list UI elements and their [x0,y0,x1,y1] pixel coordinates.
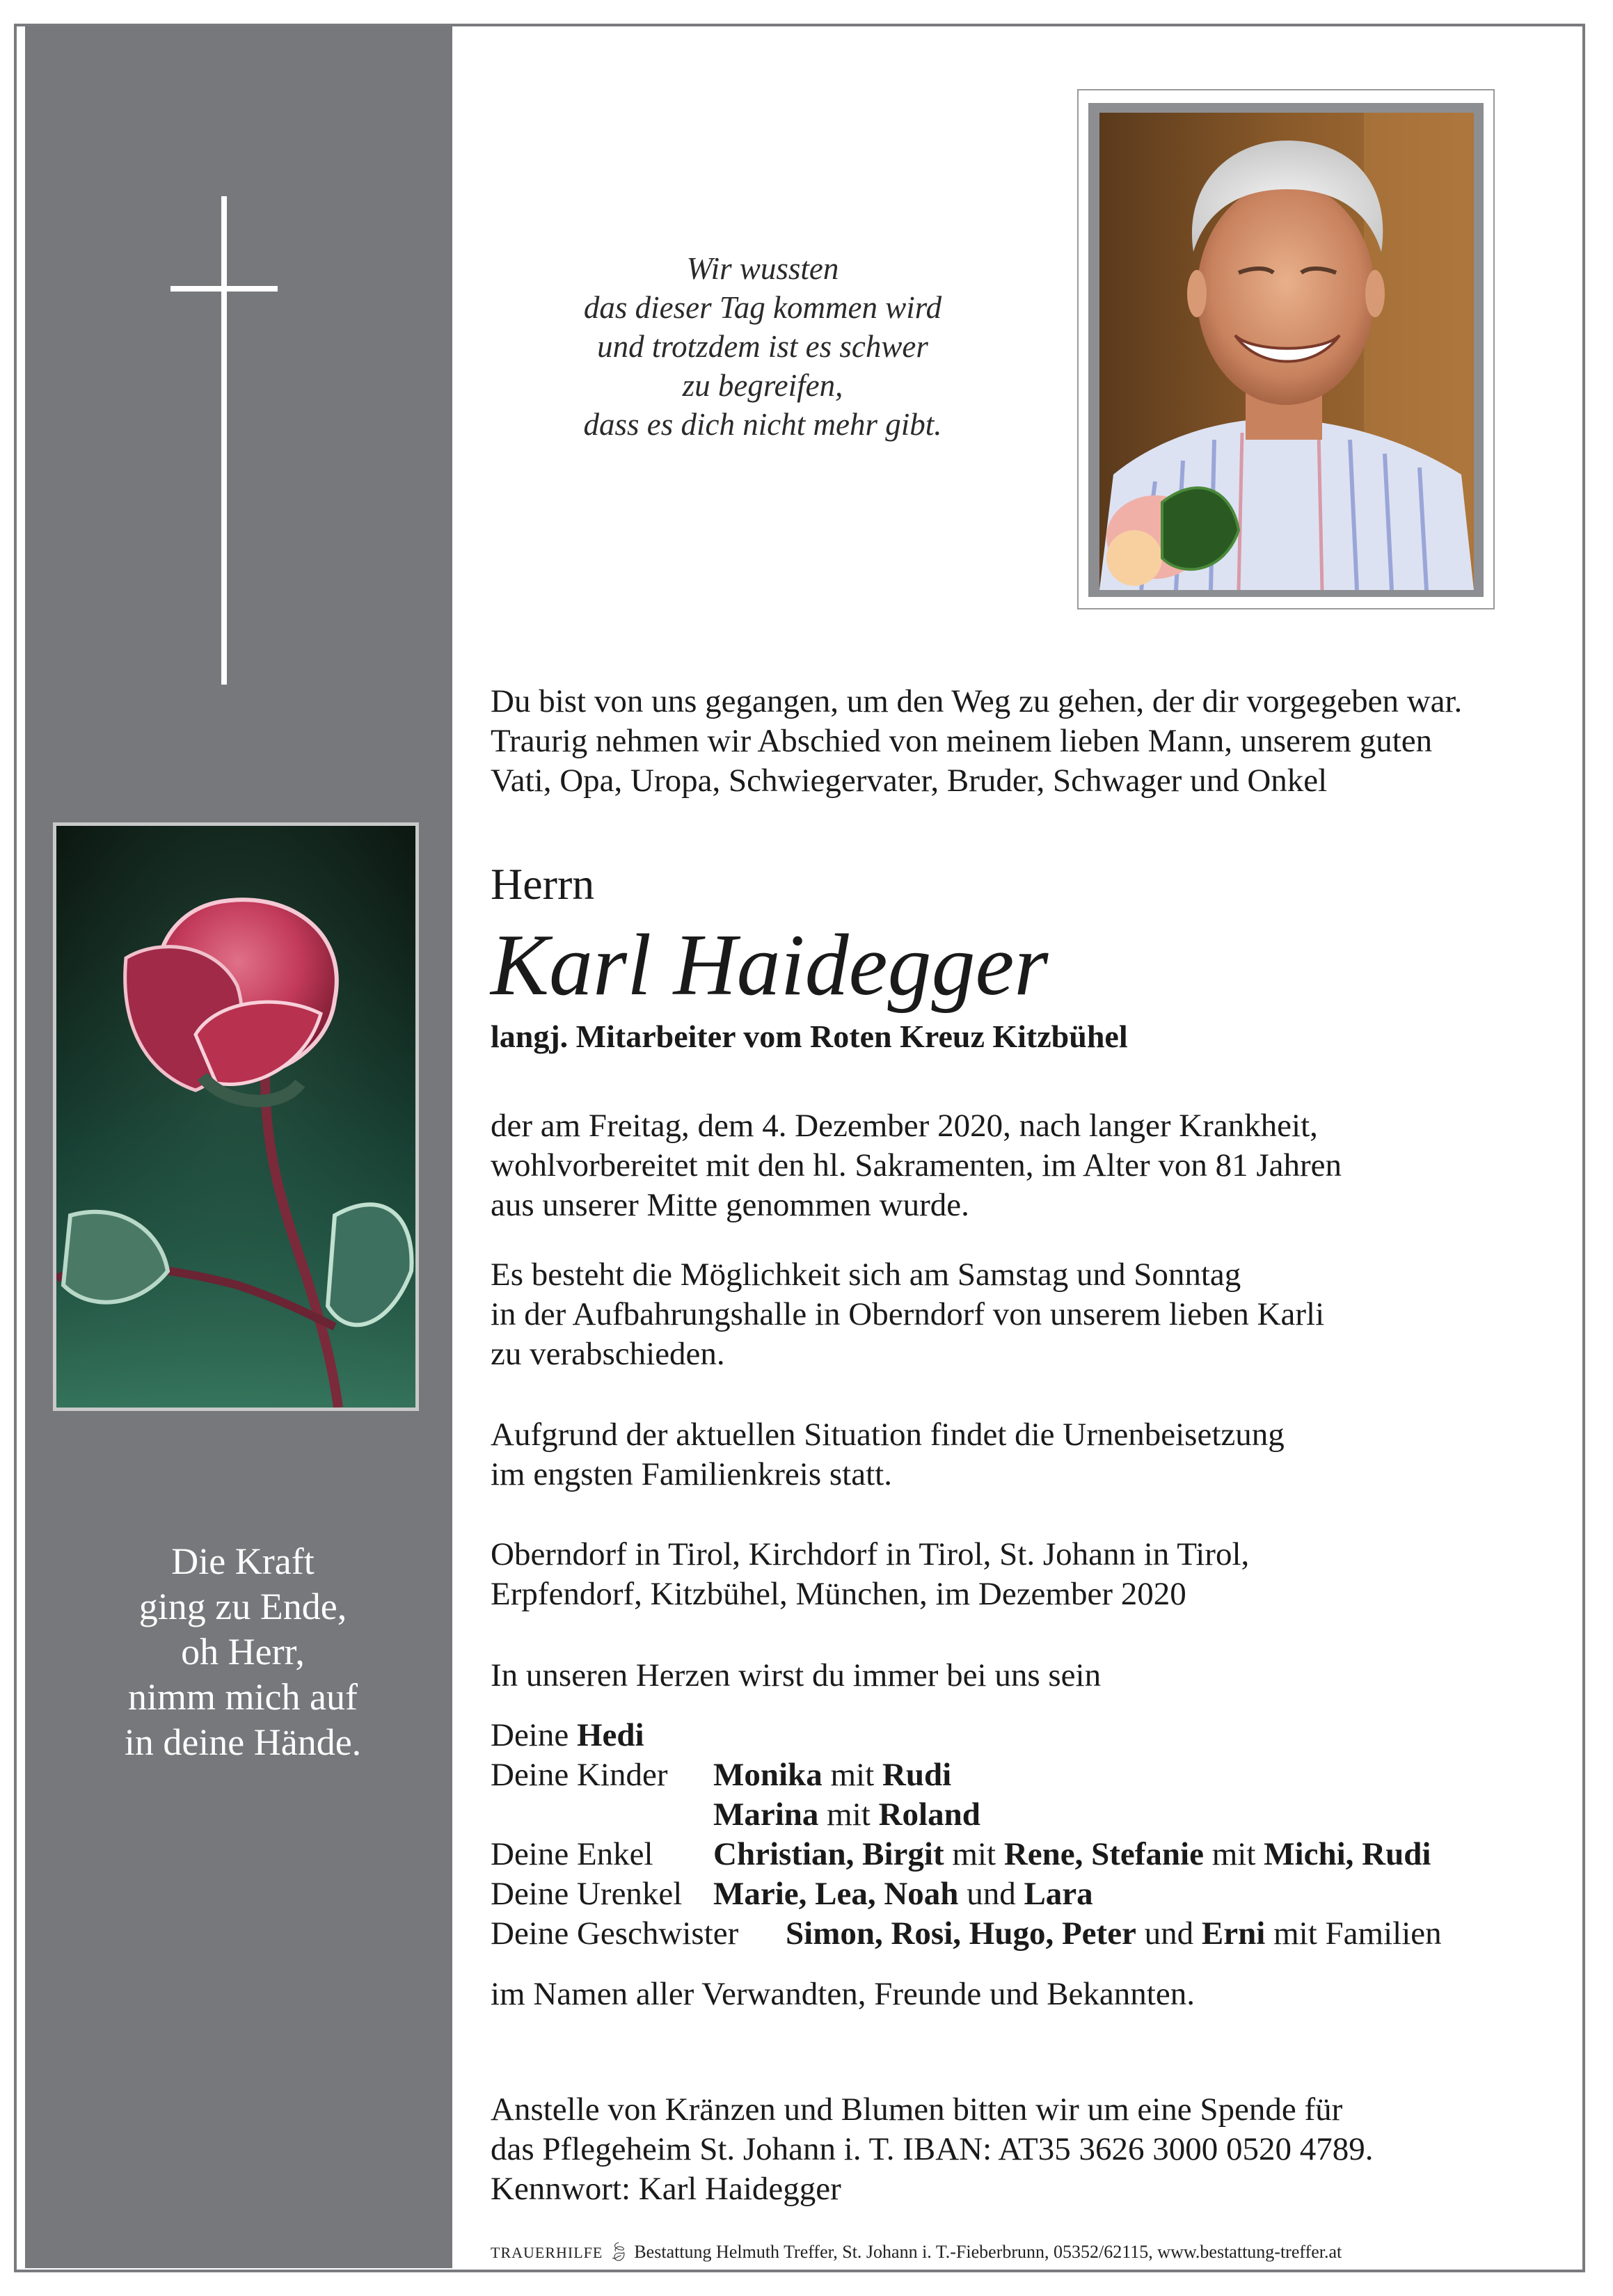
family-name: Rudi [882,1757,952,1793]
family-row-grandchildren: Deine Enkel Christian, Birgit mit Rene, Stefanie mit Michi, Rudi [491,1835,1195,1874]
sidebar-verse-line: oh Herr, [181,1631,305,1673]
family-label: Deine Geschwister [491,1915,739,1952]
death-notice [491,1106,1342,1225]
burial-line: Aufgrund der aktuellen Situation findet die Urnenbeisetzung [491,1417,1285,1453]
family-name: Rene, Stefanie [1003,1836,1204,1872]
death-notice-line: wohlvorbereitet mit den hl. Sakramenten, im Alter von 81 Jahren [491,1147,1342,1183]
family-name: Simon, Rosi, Hugo, Peter [786,1915,1136,1952]
burial-paragraph [491,1415,1285,1494]
family-name: Michi, Rudi [1264,1836,1431,1872]
family-name: Monika [713,1757,823,1793]
family-label: Deine Enkel [491,1836,653,1872]
portrait-illustration [1099,113,1474,590]
donation-line: Kennwort: Karl Haidegger [491,2171,841,2207]
burial-line: im engsten Familienkreis statt. [491,1456,892,1492]
rose-image [53,822,419,1411]
family-label: Deine Urenkel [491,1876,683,1912]
intro-paragraph [491,682,1462,801]
family-name: Christian, Birgit [713,1836,944,1872]
sidebar-verse-line: nimm mich auf [128,1676,358,1718]
family-row-siblings: Deine Geschwister Simon, Rosi, Hugo, Peter und Erni mit Familien [491,1914,1195,1954]
top-verse-line: dass es dich nicht mehr gibt. [583,407,942,442]
top-verse-line: Wir wussten [686,251,839,286]
family-label: Deine [491,1717,569,1753]
top-verse [498,249,1027,444]
farewell-line: Es besteht die Möglichkeit sich am Samstag und Sonntag [491,1257,1241,1293]
places-line: Oberndorf in Tirol, Kirchdorf in Tirol, St. Johann in Tirol, [491,1536,1250,1572]
deceased-subtitle: langj. Mitarbeiter vom Roten Kreuz Kitzbühel [491,1019,1128,1054]
footer-brand: TRAUERHILFE [491,2244,603,2261]
family-name: Erni [1201,1915,1266,1952]
sidebar-verse-line: in deine Hände. [124,1721,362,1763]
footer-text: Bestattung Helmuth Treffer, St. Johann i. T.-Fieberbrunn, 05352/62115, www.bestattung-treffer.at [634,2242,1342,2262]
family-list [491,1716,1442,2014]
places-line: Erpfendorf, Kitzbühel, München, im Dezember 2020 [491,1576,1186,1612]
top-verse-line: das dieser Tag kommen wird [583,290,942,325]
family-name: Roland [878,1796,980,1833]
intro-line: Du bist von uns gegangen, um den Weg zu gehen, der dir vorgegeben war. [491,683,1463,719]
donation-paragraph [491,2090,1374,2209]
donation-line: das Pflegeheim St. Johann i. T. IBAN: AT35 3626 3000 0520 4789. [491,2131,1374,2167]
deceased-name: Karl Haidegger [491,917,1049,1014]
death-notice-line: aus unserer Mitte genommen wurde. [491,1187,969,1223]
relatives-line: im Namen aller Verwandten, Freunde und Bekannten. [491,1976,1195,2012]
top-verse-line: zu begreifen, [682,368,843,403]
farewell-line: in der Aufbahrungshalle in Oberndorf von unserem lieben Karli [491,1296,1325,1332]
sidebar-verse-line: ging zu Ende, [138,1586,347,1627]
family-label: Deine Kinder [491,1757,668,1793]
family-row-children-2: Marina mit Roland [713,1796,980,1833]
family-name: Lara [1024,1876,1093,1912]
cross-icon-vertical [221,196,227,685]
family-name: Marina [713,1796,819,1833]
death-notice-line: der am Freitag, dem 4. Dezember 2020, nach langer Krankheit, [491,1108,1318,1144]
leaf-icon: 🍃︎ [607,2242,630,2262]
family-row-children: Deine Kinder Monika mit Rudi [491,1755,1195,1795]
rose-illustration [56,826,415,1408]
sidebar-verse-line: Die Kraft [171,1540,315,1582]
farewell-line: zu verabschieden. [491,1336,725,1372]
places-paragraph [491,1535,1249,1614]
sidebar-verse [50,1539,436,1765]
intro-line: Vati, Opa, Uropa, Schwiegervater, Bruder, Schwager und Onkel [491,763,1328,799]
family-row-great-grandchildren: Deine Urenkel Marie, Lea, Noah und Lara [491,1874,1195,1914]
intro-line: Traurig nehmen wir Abschied von meinem lieben Mann, unserem guten [491,723,1433,759]
salutation: Herrn [491,859,595,909]
family-name: Marie, Lea, Noah [713,1876,959,1912]
family-name: Hedi [576,1717,644,1753]
family-row-wife [491,1716,1195,1755]
farewell-paragraph [491,1255,1324,1374]
closing-line: In unseren Herzen wirst du immer bei uns sein [491,1657,1102,1693]
top-verse-line: und trotzdem ist es schwer [597,329,928,364]
footer [491,2242,1342,2263]
donation-line: Anstelle von Kränzen und Blumen bitten wir um eine Spende für [491,2091,1343,2128]
portrait-photo [1099,113,1474,590]
cross-icon-horizontal [170,286,278,292]
